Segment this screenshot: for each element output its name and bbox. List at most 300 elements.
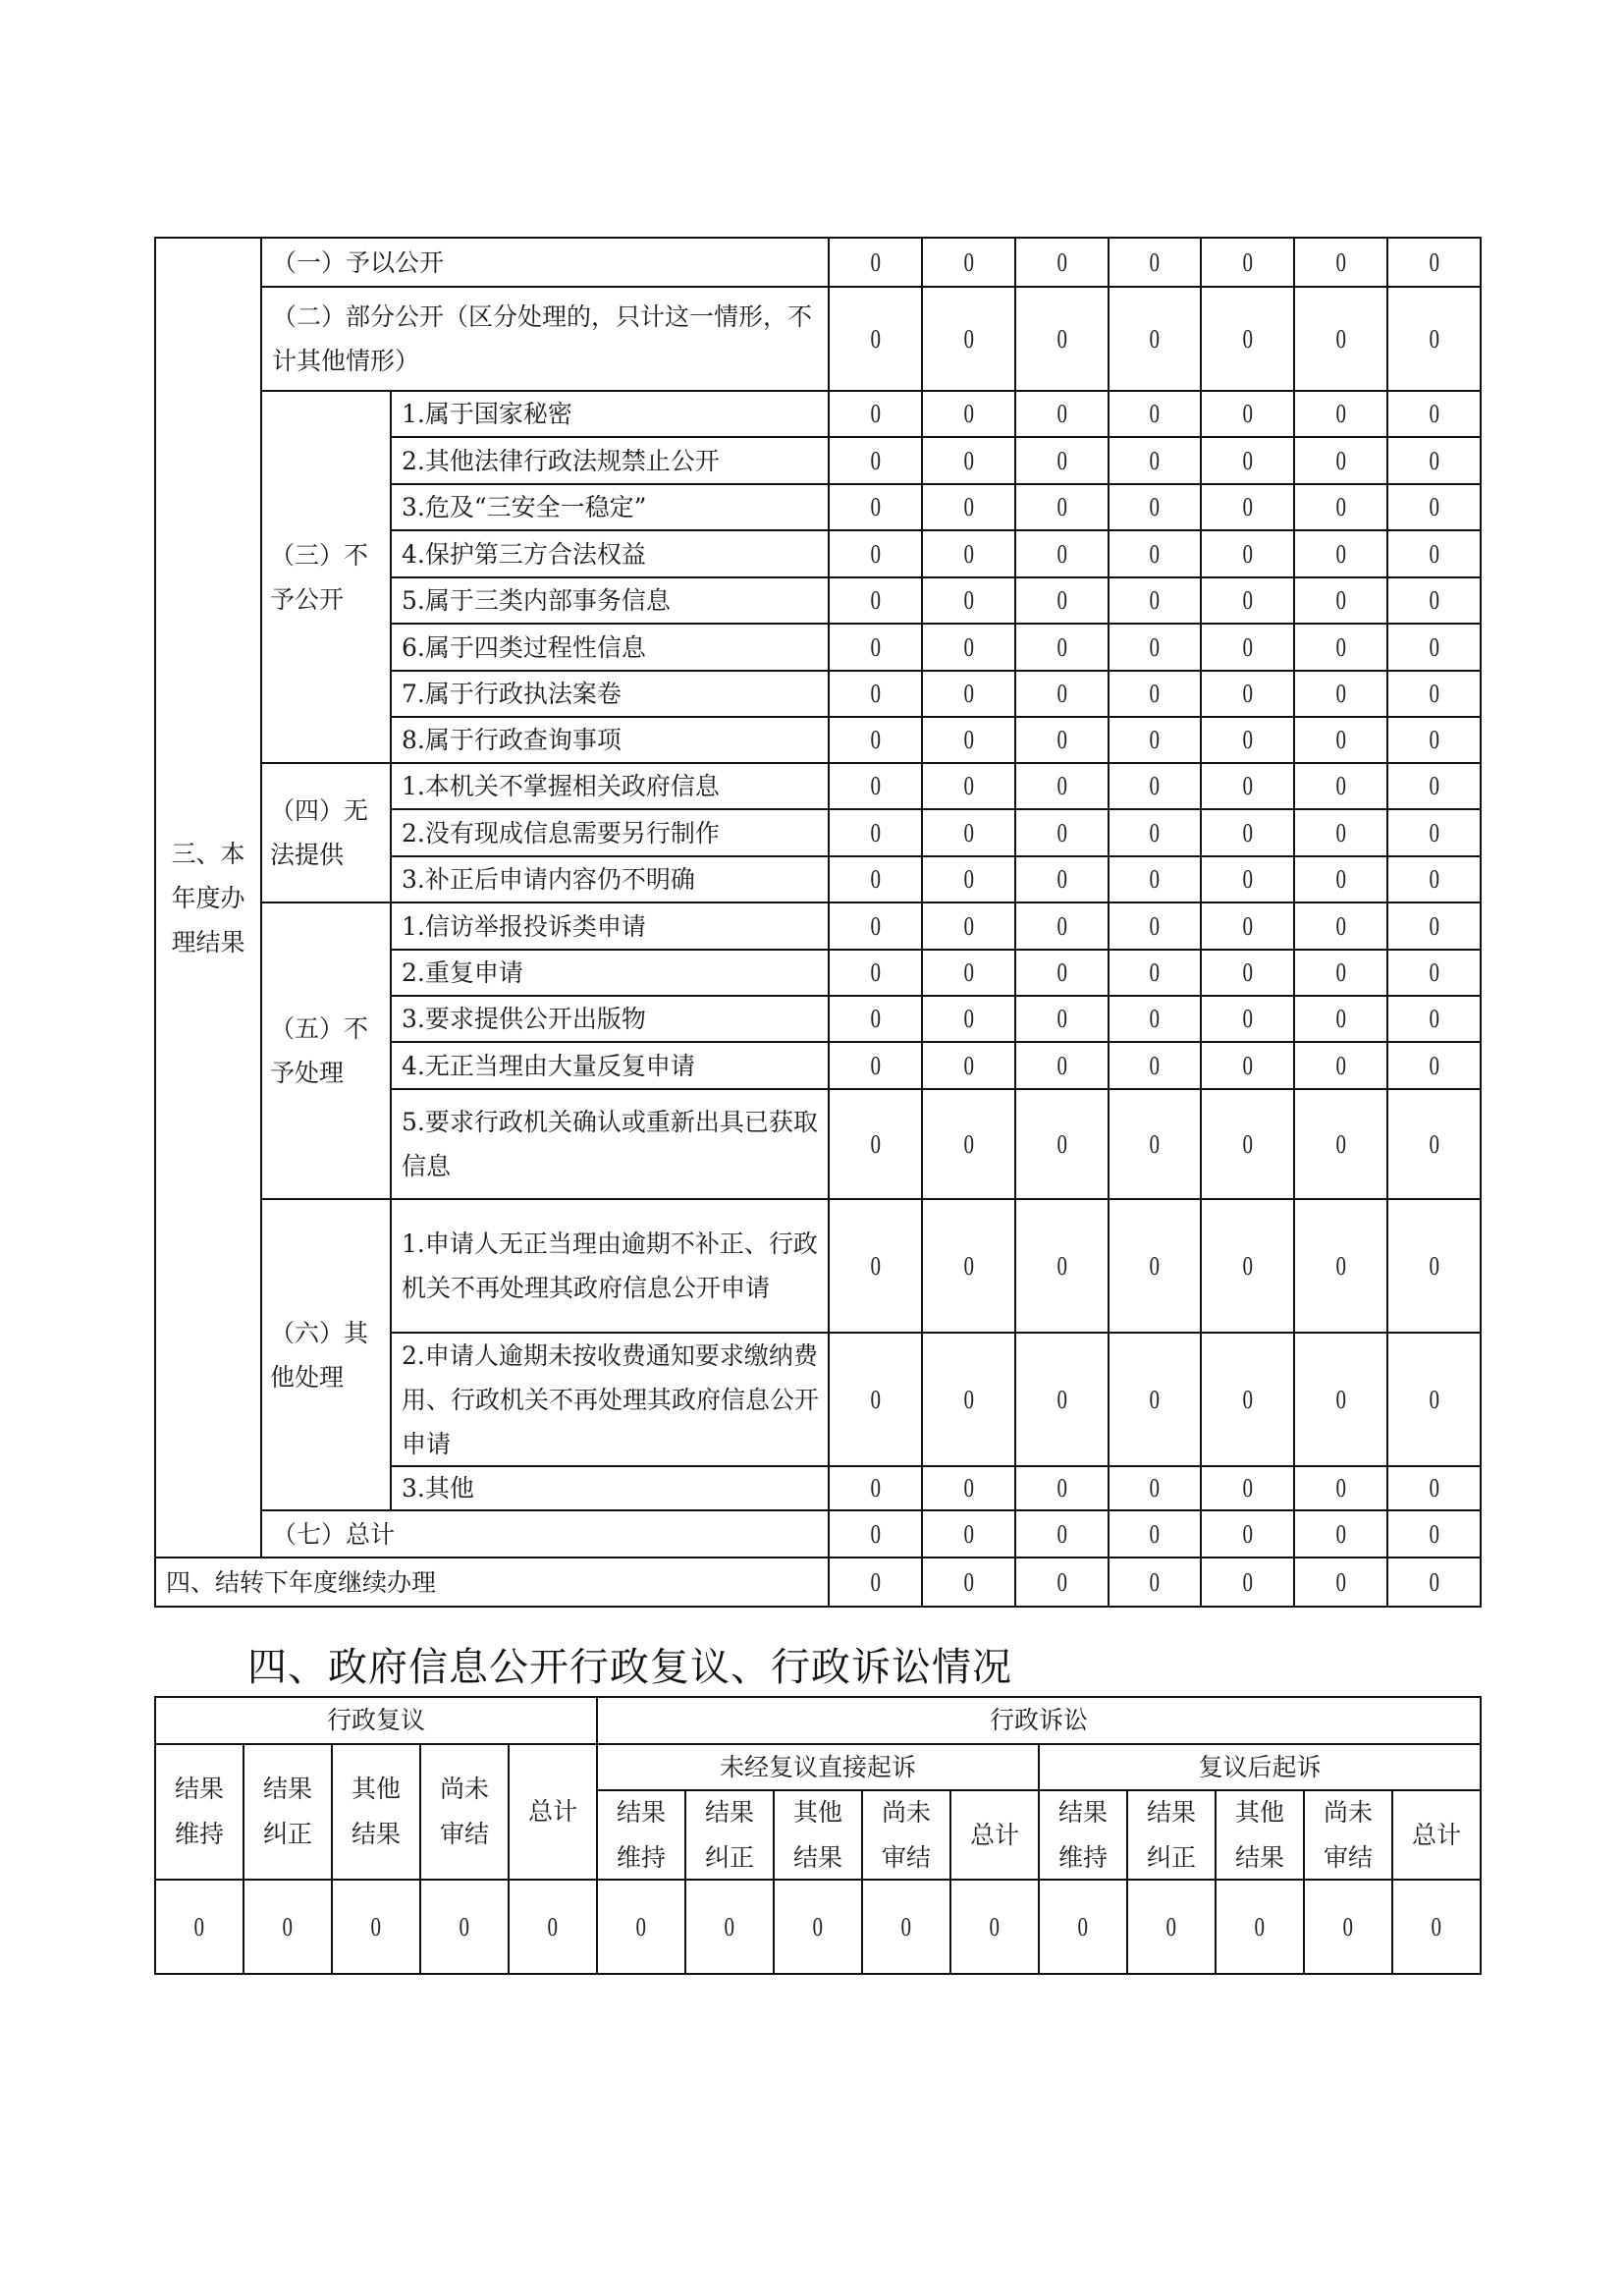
value-cell <box>1386 855 1482 903</box>
item-label <box>390 995 830 1043</box>
value-cell-text: 0 <box>1149 1004 1161 1033</box>
value-cell-text: 0 <box>1056 864 1067 894</box>
value-cell <box>828 808 923 857</box>
value-cell-text: 0 <box>1429 679 1439 708</box>
value-cell-text: 0 <box>1149 1473 1161 1503</box>
value-cell <box>1014 1198 1110 1334</box>
item-label-text: 3.危及“三安全一稳定” <box>402 493 647 521</box>
value-cell-text: 0 <box>1242 864 1253 894</box>
value-cell <box>1014 808 1110 857</box>
value-cell-text: 0 <box>870 725 881 754</box>
value-cell <box>1386 995 1482 1043</box>
direct-suit-header-text: 未经复议直接起诉 <box>719 1752 916 1781</box>
value-cell-text: 0 <box>1335 771 1346 800</box>
group-label-2-text: （二）部分公开（区分处理的，只计这一情形，不计其他情形） <box>272 302 813 375</box>
value-cell <box>1293 390 1388 438</box>
value-cell-text: 0 <box>1242 1128 1253 1159</box>
value-cell-text: 0 <box>1335 492 1346 521</box>
value-cell-text: 0 <box>1149 631 1161 662</box>
value-cell-text: 0 <box>1149 1518 1161 1549</box>
value-cell-text: 0 <box>1242 246 1253 277</box>
value-cell <box>828 1088 923 1200</box>
item-label <box>390 436 830 485</box>
after-review-value <box>1391 1879 1482 1975</box>
value-cell-text: 0 <box>1242 679 1253 708</box>
item-label <box>390 716 830 764</box>
value-cell <box>921 1041 1016 1090</box>
value-cell <box>1108 1509 1202 1558</box>
direct-value-text: 0 <box>989 1911 1001 1941</box>
value-cell <box>1200 1332 1295 1467</box>
value-cell <box>1014 949 1110 997</box>
value-cell <box>921 529 1016 578</box>
value-cell-text: 0 <box>1149 1128 1161 1159</box>
value-cell <box>921 855 1016 903</box>
value-cell <box>1386 483 1482 531</box>
value-cell <box>1108 286 1202 392</box>
carryover-label-text: 四、结转下年度继续办理 <box>166 1567 437 1597</box>
value-cell-text: 0 <box>1056 1566 1067 1597</box>
value-cell <box>1108 995 1202 1043</box>
item-label <box>390 390 830 438</box>
value-cell <box>921 436 1016 485</box>
item-label <box>390 1332 830 1467</box>
after-review-subheader-text: 尚未审结 <box>1323 1797 1373 1872</box>
value-cell <box>828 237 923 288</box>
value-cell-text: 0 <box>1056 1518 1067 1549</box>
review-subheader <box>508 1743 598 1881</box>
value-cell <box>1108 1332 1202 1467</box>
after-review-value <box>1303 1879 1393 1975</box>
item-label <box>390 902 830 951</box>
value-cell-text: 0 <box>1149 725 1161 754</box>
value-cell <box>1108 762 1202 810</box>
value-cell-text: 0 <box>870 1384 881 1414</box>
value-cell-text: 0 <box>1056 817 1067 847</box>
after-review-value-text: 0 <box>1165 1911 1177 1941</box>
value-cell-text: 0 <box>963 585 974 615</box>
item-label-text: 3.其他 <box>402 1474 474 1503</box>
value-cell-text: 0 <box>1056 585 1067 615</box>
value-cell-text: 0 <box>1242 1518 1253 1549</box>
value-cell <box>828 1041 923 1090</box>
item-label-text: 2.没有现成信息需要另行制作 <box>402 818 720 847</box>
direct-subheader <box>684 1789 775 1881</box>
group-label-1 <box>260 237 830 288</box>
value-cell-text: 0 <box>1242 538 1253 569</box>
value-cell-text: 0 <box>1149 246 1161 277</box>
value-cell-text: 0 <box>1335 538 1346 569</box>
item-label <box>390 623 830 672</box>
value-cell <box>1014 576 1110 625</box>
value-cell <box>1108 529 1202 578</box>
value-cell <box>1386 1557 1482 1608</box>
direct-value-text: 0 <box>900 1911 912 1941</box>
value-cell-text: 0 <box>1335 864 1346 894</box>
after-review-suit-header-text: 复议后起诉 <box>1198 1752 1322 1781</box>
value-cell-text: 0 <box>1335 323 1346 354</box>
item-label-text: 5.要求行政机关确认或重新出具已获取信息 <box>402 1108 818 1180</box>
value-cell-text: 0 <box>1429 323 1439 354</box>
value-cell <box>921 762 1016 810</box>
value-cell-text: 0 <box>1149 817 1161 847</box>
value-cell-text: 0 <box>1242 585 1253 615</box>
value-cell-text: 0 <box>1056 538 1067 569</box>
direct-subheader-text: 总计 <box>969 1820 1019 1849</box>
group-label-4 <box>260 762 392 903</box>
value-cell <box>1108 1088 1202 1200</box>
value-cell-text: 0 <box>870 910 881 941</box>
value-cell-text: 0 <box>1242 957 1253 987</box>
value-cell <box>1293 1088 1388 1200</box>
value-cell <box>1386 1088 1482 1200</box>
value-cell <box>1108 390 1202 438</box>
value-cell-text: 0 <box>1149 445 1161 475</box>
value-cell-text: 0 <box>870 445 881 475</box>
value-cell <box>1014 286 1110 392</box>
after-review-subheader-text: 总计 <box>1411 1820 1461 1849</box>
direct-subheader-text: 结果纠正 <box>704 1797 754 1872</box>
direct-subheader <box>861 1789 951 1881</box>
value-cell <box>1200 1465 1295 1511</box>
section-label <box>171 832 244 964</box>
value-cell-text: 0 <box>963 771 974 800</box>
value-cell <box>1200 902 1295 951</box>
value-cell-text: 0 <box>1149 1384 1161 1414</box>
group-label-7 <box>260 1509 830 1558</box>
value-cell <box>1014 762 1110 810</box>
after-review-value <box>1126 1879 1217 1975</box>
after-review-subheader <box>1391 1789 1482 1881</box>
review-value <box>154 1879 244 1975</box>
value-cell-text: 0 <box>1056 910 1067 941</box>
value-cell <box>828 623 923 672</box>
item-label-text: 1.本机关不掌握相关政府信息 <box>402 772 720 800</box>
value-cell-text: 0 <box>963 399 974 428</box>
item-label-text: 1.申请人无正当理由逾期不补正、行政机关不再处理其政府信息公开申请 <box>402 1230 818 1302</box>
value-cell <box>1108 808 1202 857</box>
direct-subheader-text: 结果维持 <box>616 1797 666 1872</box>
review-subheader <box>419 1743 510 1881</box>
value-cell-text: 0 <box>870 1250 881 1281</box>
value-cell-text: 0 <box>1242 399 1253 428</box>
review-subheader-text: 其他结果 <box>351 1775 401 1848</box>
value-cell <box>921 1198 1016 1334</box>
value-cell-text: 0 <box>1429 1518 1439 1549</box>
value-cell-text: 0 <box>1056 1384 1067 1414</box>
value-cell-text: 0 <box>1429 817 1439 847</box>
value-cell-text: 0 <box>870 492 881 521</box>
value-cell-text: 0 <box>1242 725 1253 754</box>
value-cell-text: 0 <box>870 631 881 662</box>
value-cell <box>1108 483 1202 531</box>
value-cell <box>1293 762 1388 810</box>
value-cell-text: 0 <box>1429 910 1439 941</box>
review-header-text: 行政复议 <box>326 1706 425 1734</box>
value-cell <box>1108 902 1202 951</box>
value-cell-text: 0 <box>1429 1473 1439 1503</box>
value-cell <box>1200 1509 1295 1558</box>
value-cell <box>1386 949 1482 997</box>
value-cell-text: 0 <box>1056 1250 1067 1281</box>
value-cell-text: 0 <box>1242 1384 1253 1414</box>
value-cell <box>828 855 923 903</box>
value-cell-text: 0 <box>1242 1004 1253 1033</box>
value-cell-text: 0 <box>1335 957 1346 987</box>
value-cell <box>828 716 923 764</box>
value-cell <box>828 1509 923 1558</box>
value-cell-text: 0 <box>1429 1050 1439 1080</box>
after-review-value-text: 0 <box>1431 1911 1442 1941</box>
direct-value <box>684 1879 775 1975</box>
value-cell <box>1386 529 1482 578</box>
value-cell-text: 0 <box>870 1566 881 1597</box>
value-cell-text: 0 <box>1149 1050 1161 1080</box>
item-label <box>390 1041 830 1090</box>
value-cell <box>921 670 1016 718</box>
value-cell <box>1108 716 1202 764</box>
carryover-label <box>154 1557 830 1608</box>
value-cell-text: 0 <box>963 1473 974 1503</box>
value-cell-text: 0 <box>963 323 974 354</box>
value-cell-text: 0 <box>1335 725 1346 754</box>
value-cell <box>828 390 923 438</box>
value-cell-text: 0 <box>1056 631 1067 662</box>
value-cell-text: 0 <box>1335 817 1346 847</box>
value-cell-text: 0 <box>1149 1250 1161 1281</box>
value-cell <box>1200 1198 1295 1334</box>
value-cell <box>1200 670 1295 718</box>
after-review-subheader-text: 结果维持 <box>1057 1797 1108 1872</box>
value-cell <box>1293 1198 1388 1334</box>
value-cell <box>1014 670 1110 718</box>
value-cell <box>1293 576 1388 625</box>
review-value <box>419 1879 510 1975</box>
item-label-text: 2.重复申请 <box>402 958 523 987</box>
value-cell-text: 0 <box>1429 725 1439 754</box>
value-cell <box>921 483 1016 531</box>
value-cell <box>1200 576 1295 625</box>
value-cell-text: 0 <box>1242 1473 1253 1503</box>
value-cell <box>921 623 1016 672</box>
direct-value <box>861 1879 951 1975</box>
value-cell-text: 0 <box>1429 399 1439 428</box>
value-cell-text: 0 <box>963 817 974 847</box>
value-cell <box>1108 855 1202 903</box>
value-cell <box>828 995 923 1043</box>
value-cell-text: 0 <box>870 864 881 894</box>
value-cell <box>828 1332 923 1467</box>
value-cell <box>1014 390 1110 438</box>
value-cell <box>1293 483 1388 531</box>
direct-value-text: 0 <box>635 1911 647 1941</box>
value-cell-text: 0 <box>1335 1384 1346 1414</box>
value-cell-text: 0 <box>1242 1250 1253 1281</box>
value-cell-text: 0 <box>870 1473 881 1503</box>
value-cell <box>1014 716 1110 764</box>
value-cell <box>1014 436 1110 485</box>
value-cell <box>1108 670 1202 718</box>
value-cell-text: 0 <box>1242 910 1253 941</box>
value-cell-text: 0 <box>963 1050 974 1080</box>
value-cell <box>828 670 923 718</box>
item-label-text: 1.属于国家秘密 <box>402 400 572 428</box>
value-cell-text: 0 <box>1335 910 1346 941</box>
value-cell-text: 0 <box>1429 1250 1439 1281</box>
value-cell <box>828 1198 923 1334</box>
value-cell <box>1293 670 1388 718</box>
after-review-subheader <box>1303 1789 1393 1881</box>
value-cell-text: 0 <box>1149 864 1161 894</box>
value-cell <box>1293 623 1388 672</box>
value-cell <box>1293 808 1388 857</box>
value-cell-text: 0 <box>1149 679 1161 708</box>
value-cell-text: 0 <box>1056 1004 1067 1033</box>
value-cell-text: 0 <box>870 323 881 354</box>
value-cell <box>1386 1509 1482 1558</box>
value-cell-text: 0 <box>1056 725 1067 754</box>
value-cell-text: 0 <box>1149 399 1161 428</box>
item-label <box>390 1088 830 1200</box>
value-cell <box>1200 436 1295 485</box>
value-cell <box>1200 949 1295 997</box>
value-cell <box>1293 716 1388 764</box>
after-review-value <box>1038 1879 1128 1975</box>
direct-value <box>949 1879 1040 1975</box>
value-cell-text: 0 <box>1335 1128 1346 1159</box>
after-review-value-text: 0 <box>1077 1911 1089 1941</box>
value-cell <box>1014 1041 1110 1090</box>
value-cell-text: 0 <box>1056 399 1067 428</box>
value-cell <box>921 237 1016 288</box>
litigation-header <box>596 1696 1482 1745</box>
value-cell-text: 0 <box>1335 399 1346 428</box>
value-cell-text: 0 <box>963 910 974 941</box>
value-cell-text: 0 <box>963 1566 974 1597</box>
value-cell <box>1386 390 1482 438</box>
value-cell <box>1200 855 1295 903</box>
value-cell-text: 0 <box>870 679 881 708</box>
item-label-text: 5.属于三类内部事务信息 <box>402 586 671 615</box>
value-cell-text: 0 <box>870 399 881 428</box>
review-header <box>154 1696 598 1745</box>
value-cell-text: 0 <box>1335 585 1346 615</box>
value-cell-text: 0 <box>1149 957 1161 987</box>
value-cell <box>1293 1557 1388 1608</box>
value-cell <box>1293 1465 1388 1511</box>
value-cell <box>1386 576 1482 625</box>
value-cell-text: 0 <box>1149 538 1161 569</box>
value-cell <box>921 1465 1016 1511</box>
item-label-text: 8.属于行政查询事项 <box>402 726 622 754</box>
value-cell <box>1200 237 1295 288</box>
value-cell-text: 0 <box>963 492 974 521</box>
item-label-text: 3.要求提供公开出版物 <box>402 1005 646 1033</box>
value-cell-text: 0 <box>963 538 974 569</box>
value-cell <box>921 286 1016 392</box>
item-label-text: 7.属于行政执法案卷 <box>402 680 622 708</box>
after-review-value-text: 0 <box>1342 1911 1354 1941</box>
value-cell-text: 0 <box>1429 957 1439 987</box>
value-cell <box>1293 529 1388 578</box>
item-label-text: 6.属于四类过程性信息 <box>402 632 646 662</box>
value-cell-text: 0 <box>1335 445 1346 475</box>
value-cell-text: 0 <box>1056 246 1067 277</box>
value-cell <box>1108 623 1202 672</box>
value-cell <box>1293 1041 1388 1090</box>
value-cell-text: 0 <box>870 585 881 615</box>
item-label <box>390 529 830 578</box>
after-review-suit-header <box>1038 1743 1482 1791</box>
value-cell <box>1293 902 1388 951</box>
value-cell-text: 0 <box>870 1128 881 1159</box>
value-cell-text: 0 <box>963 1004 974 1033</box>
value-cell <box>1108 949 1202 997</box>
group-label-3 <box>260 390 392 764</box>
value-cell-text: 0 <box>1056 679 1067 708</box>
item-label-text: 4.无正当理由大量反复申请 <box>402 1051 695 1080</box>
value-cell-text: 0 <box>870 1050 881 1080</box>
value-cell <box>1386 670 1482 718</box>
review-value-text: 0 <box>282 1911 294 1941</box>
value-cell <box>1014 855 1110 903</box>
value-cell <box>921 1088 1016 1200</box>
value-cell <box>1200 762 1295 810</box>
item-label-text: 4.保护第三方合法权益 <box>402 539 646 569</box>
after-review-value-text: 0 <box>1254 1911 1266 1941</box>
value-cell <box>1200 1557 1295 1608</box>
direct-value-text: 0 <box>724 1911 735 1941</box>
value-cell <box>1108 1557 1202 1608</box>
item-label-text: 2.其他法律行政法规禁止公开 <box>402 446 720 475</box>
group-label-6-text: （六）其他处理 <box>270 1318 369 1392</box>
value-cell-text: 0 <box>963 725 974 754</box>
value-cell-text: 0 <box>870 817 881 847</box>
value-cell-text: 0 <box>1335 631 1346 662</box>
value-cell <box>1108 1465 1202 1511</box>
review-subheader-text: 结果维持 <box>174 1775 224 1848</box>
item-label-text: 3.补正后申请内容仍不明确 <box>402 865 695 894</box>
value-cell <box>828 762 923 810</box>
direct-value <box>773 1879 863 1975</box>
value-cell <box>828 576 923 625</box>
direct-subheader <box>596 1789 686 1881</box>
value-cell <box>1014 623 1110 672</box>
value-cell <box>1014 1557 1110 1608</box>
value-cell-text: 0 <box>1335 1004 1346 1033</box>
value-cell-text: 0 <box>1056 492 1067 521</box>
value-cell <box>921 1332 1016 1467</box>
value-cell-text: 0 <box>1149 323 1161 354</box>
value-cell <box>1386 716 1482 764</box>
value-cell-text: 0 <box>1335 679 1346 708</box>
value-cell <box>921 902 1016 951</box>
value-cell <box>1293 286 1388 392</box>
value-cell <box>1200 1088 1295 1200</box>
value-cell <box>921 949 1016 997</box>
section-label-line: 年度办 <box>171 883 245 912</box>
value-cell-text: 0 <box>870 538 881 569</box>
direct-value <box>596 1879 686 1975</box>
group-label-2 <box>260 286 830 392</box>
review-subheader-text: 结果纠正 <box>262 1775 312 1848</box>
item-label <box>390 576 830 625</box>
value-cell-text: 0 <box>1056 1050 1067 1080</box>
group-label-5 <box>260 902 392 1200</box>
value-cell <box>1386 286 1482 392</box>
direct-value-text: 0 <box>812 1911 824 1941</box>
item-label-text: 1.信访举报投诉类申请 <box>402 911 646 941</box>
